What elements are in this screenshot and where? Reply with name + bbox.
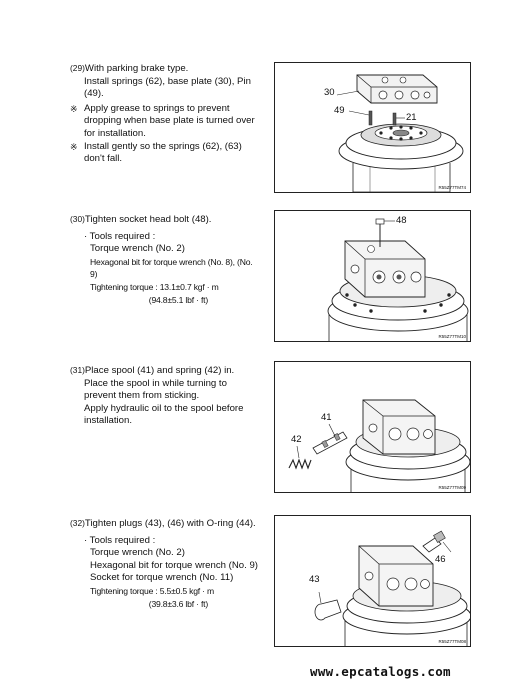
note-mark: ※: [70, 141, 78, 152]
step-line: Install springs (62), base plate (30), Pin: [84, 75, 251, 87]
callout-label: 21: [406, 112, 417, 123]
tools-block: [70, 231, 260, 307]
motor-illustration: [275, 63, 470, 192]
callout-label: 43: [309, 574, 320, 585]
tool-item: Socket for torque wrench (No. 11): [90, 572, 234, 584]
tool-item: Hexagonal bit for torque wrench (No. 9): [90, 559, 258, 571]
tool-item: Torque wrench (No. 2): [90, 243, 185, 255]
tool-item: Torque wrench (No. 2): [90, 547, 185, 559]
step-line: Place the spool in while turning to prevent them from sticking.: [84, 377, 227, 402]
note: [70, 141, 260, 166]
step-30: [70, 213, 260, 306]
step-number: (29): [70, 63, 85, 73]
step-line: (49).: [84, 88, 104, 100]
callout-label: 46: [435, 554, 446, 565]
note-text: Apply grease to springs to prevent dropping when base plate is turned over for installation.: [84, 102, 255, 139]
step-number: (30): [70, 214, 85, 224]
note-text: Install gently so the springs (62), (63) don't fall.: [84, 140, 242, 165]
motor-illustration: [275, 362, 470, 492]
torque-value: Tightening torque : 13.1±0.7 kgf · m: [90, 281, 219, 292]
step-number: (31): [70, 365, 85, 375]
figure-code: R55Z77TM08: [438, 639, 466, 644]
note: [70, 103, 260, 141]
motor-illustration: [275, 211, 470, 341]
tools-block: [70, 535, 260, 611]
step-32: [70, 517, 260, 610]
step-title: Place spool (41) and spring (42) in.: [84, 365, 235, 376]
watermark-text: www.epcatalogs.com: [310, 664, 451, 679]
figure-step-31: [274, 361, 471, 493]
step-title: Tighten socket head bolt (48).: [84, 214, 212, 225]
figure-code: R55Z77TM09: [438, 485, 466, 490]
step-line: Apply hydraulic oil to the spool before installation.: [84, 402, 244, 427]
step-title: Tighten plugs (43), (46) with O-ring (44).: [84, 518, 256, 529]
note-mark: ※: [70, 103, 78, 114]
torque-alt: (39.8±3.6 lbf · ft): [148, 598, 208, 609]
torque-alt: (94.8±5.1 lbf · ft): [148, 294, 208, 305]
step-number: (32): [70, 518, 85, 528]
tools-heading: · Tools required :: [84, 230, 156, 242]
figure-step-29: [274, 62, 471, 193]
step-29: [70, 62, 260, 166]
tools-heading: · Tools required :: [84, 534, 156, 546]
callout-label: 48: [396, 215, 407, 226]
motor-illustration: [275, 516, 470, 646]
tool-item: Hexagonal bit for torque wrench (No. 8), (No. 9): [90, 256, 253, 280]
step-title: With parking brake type.: [84, 63, 189, 74]
callout-label: 30: [324, 87, 335, 98]
figure-code: R55Z77TM10: [438, 334, 466, 339]
figure-step-32: [274, 515, 471, 647]
step-31: [70, 364, 260, 428]
torque-value: Tightening torque : 5.5±0.5 kgf · m: [90, 585, 214, 596]
figure-code: R55Z77TM74: [438, 185, 466, 190]
callout-label: 41: [321, 412, 332, 423]
callout-label: 42: [291, 434, 302, 445]
callout-label: 49: [334, 105, 345, 116]
figure-step-30: [274, 210, 471, 342]
